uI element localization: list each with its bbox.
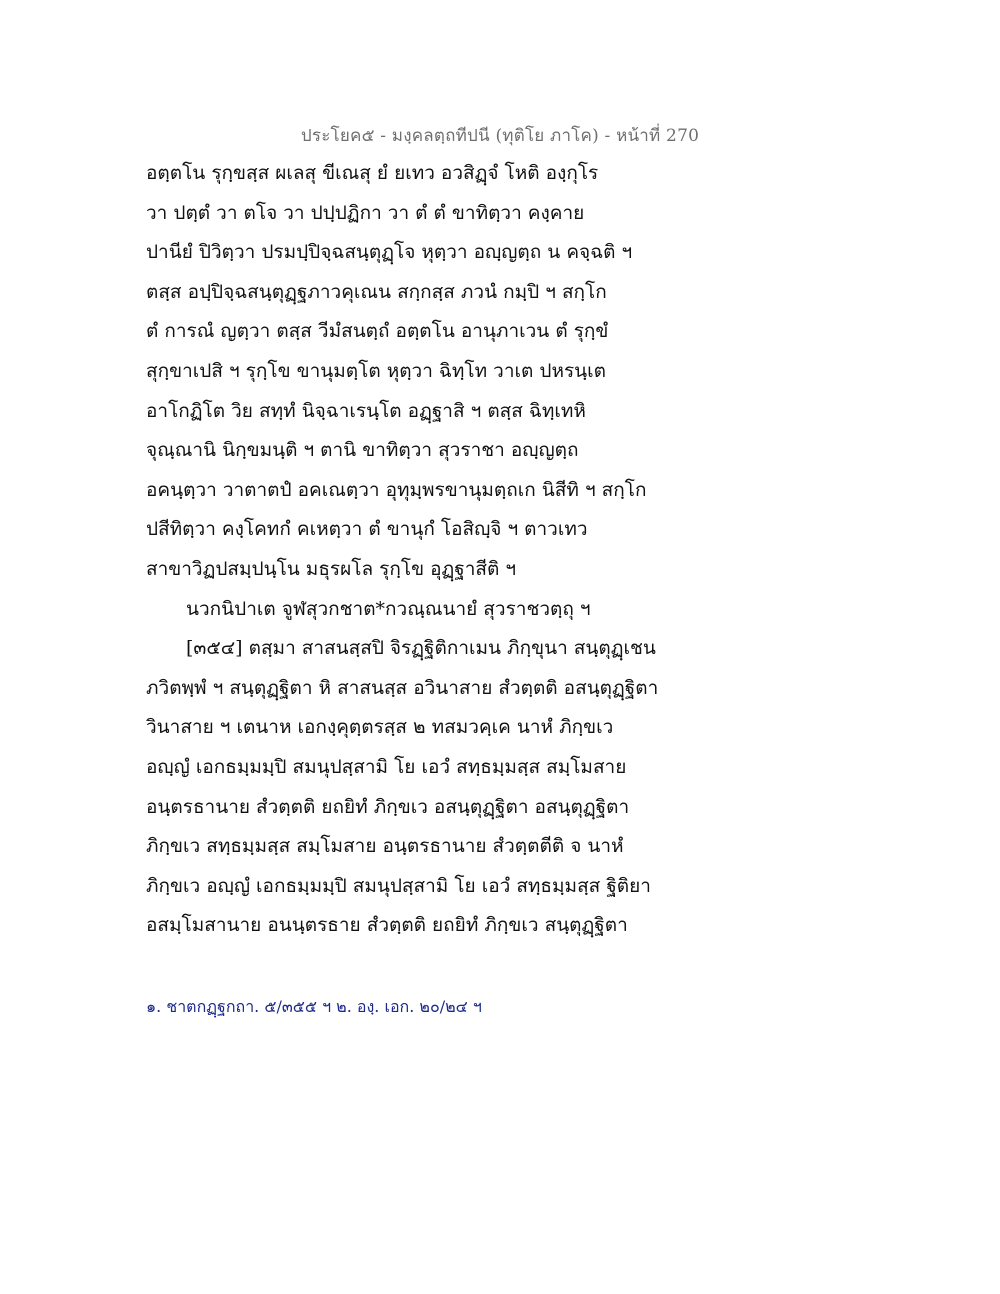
text-line: ภวิตพฺพํ ฯ สนฺตุฏฺฐิตา หิ สาสนสฺส อวินาสาย สํวตฺตติ อสนฺตุฏฺฐิตา: [146, 676, 659, 699]
footnote: ๑. ชาตกฏฺฐกถา. ๕/๓๕๕ ฯ ๒. องฺ. เอก. ๒๐/๒๔ ฯ: [146, 997, 482, 1016]
text-line: อนฺตรธานาย สํวตฺตติ ยถยิทํ ภิกฺขเว อสนฺตุฏฺฐิตา อสนฺตุฏฺฐิตา: [146, 795, 630, 818]
text-line: วา ปตฺตํ วา ตโจ วา ปปฺปฏิกา วา ตํ ตํ ขาทิตฺวา คงฺคาย: [146, 201, 585, 224]
text-line: ปสีทิตฺวา คงฺโคทกํ คเหตฺวา ตํ ขานุกํ โอสิญฺจิ ฯ ตาวเทว: [146, 518, 588, 541]
text-line: ภิกฺขเว อญฺญํ เอกธมฺมมฺปิ สมนุปสฺสามิ โย เอวํ สทฺธมฺมสฺส ฐิติยา: [146, 874, 651, 897]
text-line: ปานียํ ปิวิตฺวา ปรมปฺปิจฺฉสนฺตุฏฺโจ หุตฺวา อญฺญตฺถ น คจฺฉติ ฯ: [146, 241, 633, 264]
text-line: สุกฺขาเปสิ ฯ รุกฺโข ขานุมตฺโต หุตฺวา ฉิทฺโท วาเต ปหรนฺเต: [146, 359, 606, 382]
text-line: วินาสาย ฯ เตนาห เอกงฺคุตฺตรสฺส ๒ ทสมวคฺเค นาหํ ภิกฺขเว: [146, 716, 614, 739]
text-line: สาขาวิฏปสมฺปนฺโน มธุรผโล รุกฺโข อุฏฺฐาสีติ ฯ: [146, 557, 517, 580]
text-line: อญฺญํ เอกธมฺมมฺปิ สมนุปสฺสามิ โย เอวํ สทฺธมฺมสฺส สมฺโมสาย: [146, 755, 627, 778]
text-line: อตฺตโน รุกฺขสฺส ผเลสุ ขีเณสุ ยํ ยเทว อวสิฏฺจํ โหติ องฺกุโร: [146, 162, 599, 184]
page-header: ประโยค๕ - มงฺคลตฺถทีปนี (ทุติโย ภาโค) - หน้าที่ 270: [300, 126, 700, 146]
text-line: [๓๕๔] ตสฺมา สาสนสฺสปิ จิรฏฺฐิติกาเมน ภิกฺขุนา สนฺตุฏฺเชน: [186, 637, 656, 660]
text-line: ตํ การณํ ญตฺวา ตสฺส วีมํสนตฺถํ อตฺตโน อานุภาเวน ตํ รุกฺขํ: [146, 320, 609, 343]
text-line: นวกนิปาเต จูฬสุวกชาต*กวณฺณนายํ สุวราชวตฺถุ ฯ: [186, 597, 591, 620]
text-line: อคนฺตฺวา วาตาตปํ อคเณตฺวา อุทุมฺพรขานุมตฺถเก นิสีทิ ฯ สกฺโก: [146, 478, 647, 501]
text-line: ตสฺส อปฺปิจฺฉสนฺตุฏฺฐภาวคุเณน สกฺกสฺส ภวนํ กมฺปิ ฯ สกฺโก: [146, 280, 607, 303]
body-text: [146, 160, 706, 952]
text-line: จุณฺณานิ นิกฺขมนฺติ ฯ ตานิ ขาทิตฺวา สุวราชา อญฺญตฺถ: [146, 439, 579, 462]
text-line: ภิกฺขเว สทฺธมฺมสฺส สมฺโมสาย อนฺตรธานาย สํวตฺตตีติ จ นาหํ: [146, 835, 624, 858]
text-line: อสมฺโมสานาย อนนฺตรธาย สํวตฺตติ ยถยิทํ ภิกฺขเว สนฺตุฏฺฐิตา: [146, 914, 628, 937]
text-line: อาโกฏิโต วิย สทฺทํ นิจฺฉาเรนฺโต อฏฺฐาสิ ฯ ตสฺส ฉิทฺเทหิ: [146, 399, 586, 422]
